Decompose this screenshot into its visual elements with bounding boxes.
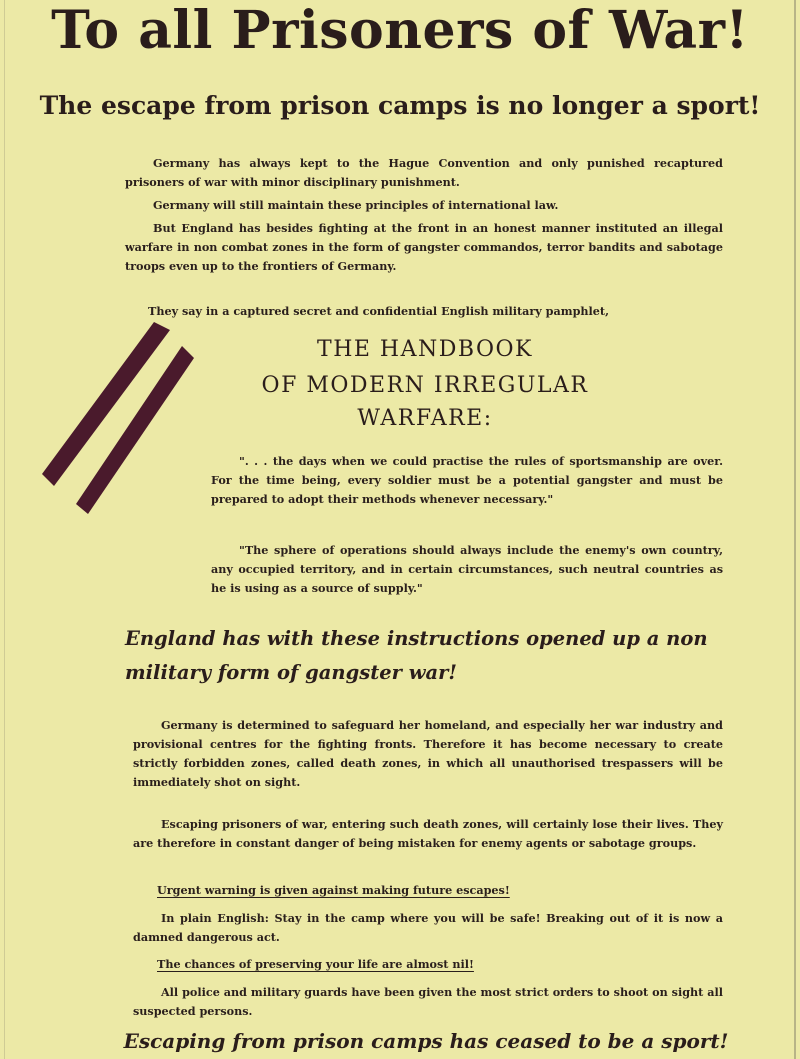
intro-paragraph-1: Germany has always kept to the Hague Convention and only punished recaptured prisoners of war with minor disciplinary punishment. xyxy=(125,156,723,189)
urgent-warning: Urgent warning is given against making future escapes! xyxy=(157,883,510,897)
poster-subtitle: The escape from prison camps is no longer a sport! xyxy=(39,91,761,120)
footer-slogan: Escaping from prison camps has ceased to be a sport! xyxy=(123,1029,729,1053)
handbook-title-line-3: WARFARE: xyxy=(357,406,493,431)
body-paragraph-1: Germany is determined to safeguard her homeland, and especially her war industry and provisional centres for the fighting fronts. Therefore it has become necessary to create strictly forbidden zones, called death zones, in which all unauthorised trespassers will be immediately shot on sight. xyxy=(133,718,723,789)
intro-paragraph-2: Germany will still maintain these principles of international law. xyxy=(153,198,559,212)
poster-title: To all Prisoners of War! xyxy=(51,0,749,61)
intro-paragraph-3: But England has besides fighting at the front in an honest manner instituted an illegal warfare in non combat zones in the form of gangster commandos, terror bandits and sabotage troops even up to the frontiers of Germany. xyxy=(125,221,723,273)
england-statement: England has with these instructions opened up a non military form of gangster war! xyxy=(125,627,708,684)
chances-warning: The chances of preserving your life are almost nil! xyxy=(157,957,474,971)
intro-paragraph-4: They say in a captured secret and confidential English military pamphlet, xyxy=(148,304,609,318)
right-border xyxy=(794,0,796,1059)
red-slash-marks xyxy=(36,318,196,518)
body-paragraph-2: Escaping prisoners of war, entering such death zones, will certainly lose their lives. They are therefore in constant danger of being mistaken for enemy agents or sabotage groups. xyxy=(133,817,723,850)
handbook-title-line-2: OF MODERN IRREGULAR xyxy=(261,373,589,398)
pamphlet-quote-2: "The sphere of operations should always include the enemy's own country, any occupied territory, and in certain circumstances, such neutral countries as he is using as a source of supply." xyxy=(211,543,723,595)
body-paragraph-3: In plain English: Stay in the camp where you will be safe! Breaking out of it is now a damned dangerous act. xyxy=(133,911,723,944)
pamphlet-quote-1: ". . . the days when we could practise the rules of sportsmanship are over. For the time being, every soldier must be a potential gangster and must be prepared to adopt their methods whenever necessary." xyxy=(211,454,723,506)
body-paragraph-4: All police and military guards have been given the most strict orders to shoot on sight all suspected persons. xyxy=(133,985,723,1018)
handbook-title-line-1: THE HANDBOOK xyxy=(317,337,533,362)
left-border xyxy=(4,0,5,1059)
